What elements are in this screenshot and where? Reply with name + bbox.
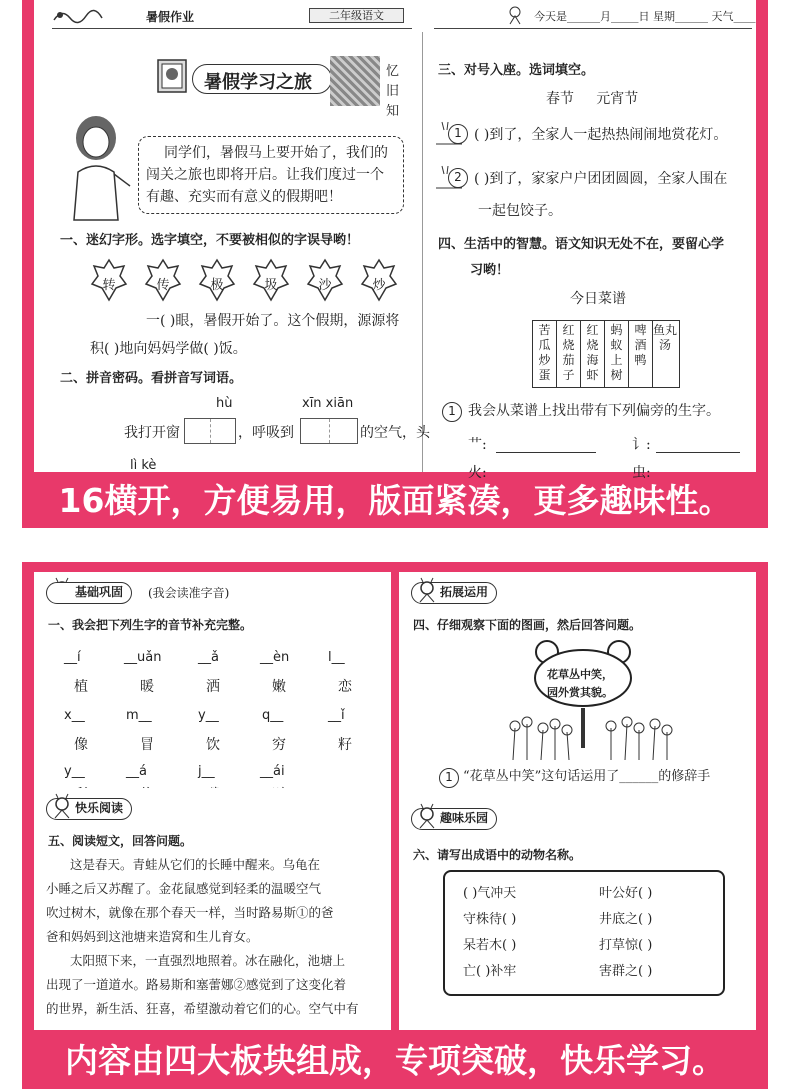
flowers-illustration <box>507 716 677 760</box>
menu-table <box>532 320 680 388</box>
badge-note: (我会读准字音) <box>148 586 230 600</box>
radical-2: 讠: <box>632 437 651 453</box>
side-char-1: 忆 <box>386 64 400 79</box>
reading-line-6: 出现了一道道水。路易斯和塞蕾娜②感觉到了这变化着 <box>46 977 347 992</box>
q-num-extension: 1 <box>439 768 459 788</box>
reading-line-4: 爸和妈妈到这池塘来造窝和生儿育女。 <box>46 929 259 944</box>
leaf-char-3: 极 <box>210 278 224 293</box>
leaf-3 <box>198 258 236 302</box>
q4-title-b: 习哟！ <box>470 263 510 278</box>
q2-text-b: ，呼吸到 <box>238 425 294 441</box>
header-rule-right <box>434 28 752 29</box>
intro-line-1: 同学们，暑假马上要开始了，我们的 <box>164 145 388 161</box>
q-title-fun: 六、请写出成语中的动物名称。 <box>413 848 582 862</box>
py-3-4: __ái <box>260 764 285 779</box>
reading-line-7: 的世界，新生活、狂喜，希望激动着它们的心。空气中有 <box>46 1001 359 1016</box>
qr-code <box>330 56 380 106</box>
ch-1-4: 嫩 <box>272 679 286 695</box>
q2-pinyin-2: xīn xiān <box>302 396 354 411</box>
section-badge-basics: 基础巩固 <box>46 582 132 604</box>
q2-text-c: 的空气，头 <box>360 425 430 441</box>
q4-title-a: 四、生活中的智慧。语文知识无处不在，要留心学 <box>438 237 725 252</box>
mascot-icon <box>50 794 74 820</box>
page-divider <box>422 32 423 472</box>
py-2-4: q__ <box>262 708 284 723</box>
ch-2-3: 饮 <box>206 737 220 753</box>
py-2-2: m__ <box>126 708 152 723</box>
q2-answer-grid-2[interactable] <box>300 418 358 444</box>
q1-line-2: 积( )地向妈妈学做( )饭。 <box>90 341 247 357</box>
py-1-5: l__ <box>328 650 345 665</box>
idiom-right-2[interactable]: 井底之( ) <box>599 912 653 927</box>
menu-item-5: 啤酒鸭 <box>629 321 653 387</box>
q1-title: 一、迷幻字形。选字填空，不要被相似的字误导哟！ <box>60 233 360 248</box>
menu-item-2: 红烧茄子 <box>557 321 581 387</box>
header-date: 今天是______月_____日 星期______ 天气____ <box>534 10 756 23</box>
sign-line-1: 花草丛中笑， <box>547 668 613 681</box>
sign-line-2: 园外赏其貌。 <box>547 686 613 699</box>
py-1-3: __ǎ <box>198 650 219 665</box>
intro-line-2: 闯关之旅也即将开启。让我们度过一个 <box>146 167 384 183</box>
leaf-char-2: 传 <box>156 278 170 293</box>
py-3-2: __á <box>126 764 147 779</box>
mascot-icon <box>415 804 439 830</box>
py-3-1: y__ <box>64 764 85 779</box>
workbook-spread <box>34 0 756 481</box>
q3-num-2: 2 <box>448 168 468 188</box>
q3-title: 三、对号入座。选词填空。 <box>438 63 595 78</box>
reading-line-5: 太阳照下来，一直强烈地照着。冰在融化，池塘上 <box>70 953 346 968</box>
q2-pinyin-3: lì kè <box>130 458 157 473</box>
q3-item-2a: ( )到了，家家户户团团圆圆，全家人围在 <box>474 171 728 187</box>
leaf-char-1: 转 <box>102 278 116 293</box>
q2-pinyin-1: hù <box>216 396 233 411</box>
sheet-extension <box>399 572 756 792</box>
py-2-3: y__ <box>198 708 219 723</box>
q3-item-2b: 一起包饺子。 <box>478 203 562 219</box>
sheet-basics <box>34 572 391 792</box>
reading-line-1: 这是春天。青蛙从它们的长睡中醒来。乌龟在 <box>70 857 321 872</box>
q2-text-a: 我打开窗 <box>124 425 180 441</box>
py-3-3: j__ <box>198 764 215 779</box>
menu-title: 今日菜谱 <box>570 291 626 307</box>
leaf-1 <box>90 258 128 302</box>
radical-2-blank[interactable] <box>656 452 740 453</box>
idiom-right-3[interactable]: 打草惊( ) <box>599 938 653 953</box>
ch-2-1: 像 <box>74 737 88 753</box>
bottom-banner: 内容由四大板块组成，专项突破，快乐学习。 <box>65 1041 725 1080</box>
header-brand: 暑假作业 <box>146 10 195 24</box>
leaf-5 <box>306 258 344 302</box>
brand-logo <box>52 6 152 26</box>
py-2-1: x__ <box>64 708 85 723</box>
ch-1-2: 暖 <box>140 679 154 695</box>
side-char-2: 旧 <box>386 84 400 99</box>
ch-1-5: 恋 <box>338 679 352 695</box>
menu-item-6: 鱼丸汤 <box>653 323 678 352</box>
radical-1-blank[interactable] <box>496 452 596 453</box>
leaf-6 <box>360 258 398 302</box>
q3-words: 春节 元宵节 <box>546 91 639 107</box>
py-2-5: __ǐ <box>328 708 345 723</box>
leaf-char-6: 炒 <box>372 278 386 293</box>
q4-sub-1: 我会从菜谱上找出带有下列偏旁的生字。 <box>468 403 720 419</box>
header-grade: 二年级语文 <box>309 8 404 23</box>
q2-title: 二、拼音密码。看拼音写词语。 <box>60 371 243 386</box>
menu-item-3: 红烧海虾 <box>581 321 605 387</box>
menu-item-4: 蚂蚁上树 <box>605 321 629 387</box>
intro-line-3: 有趣、充实而有意义的假期吧！ <box>146 189 342 205</box>
q2-answer-grid-1[interactable] <box>184 418 236 444</box>
top-banner: 16横开，方便易用，版面紧凑，更多趣味性。 <box>58 481 732 520</box>
ch-1-1: 植 <box>74 679 88 695</box>
q1-line-1: 一( )眼，暑假开始了。这个假期，源源将 <box>146 313 400 329</box>
idiom-left-3[interactable]: 呆若木( ) <box>463 938 517 953</box>
q-title-basics: 一、我会把下列生字的音节补充完整。 <box>48 618 253 632</box>
idiom-left-1[interactable]: ( )气冲天 <box>463 886 517 901</box>
radical-1: 艹: <box>468 437 487 453</box>
q-title-reading: 五、阅读短文，回答问题。 <box>48 834 193 848</box>
book-icon <box>154 56 192 96</box>
mascot-icon <box>415 578 439 604</box>
ch-2-4: 穷 <box>272 737 286 753</box>
q3-num-1: 1 <box>448 124 468 144</box>
idiom-right-4[interactable]: 害群之( ) <box>599 964 653 979</box>
page-title: 暑假学习之旅 <box>204 72 312 93</box>
radical-4: 虫: <box>632 465 651 481</box>
menu-item-1: 苦瓜炒蛋 <box>533 321 557 387</box>
ch-2-2: 冒 <box>140 737 154 753</box>
sheet-reading <box>34 788 391 1030</box>
girl-illustration <box>56 112 136 222</box>
sheet-fun <box>399 788 756 1030</box>
py-1-4: __èn <box>260 650 290 665</box>
leaf-char-5: 沙 <box>318 278 332 293</box>
section-badge-reading: 快乐阅读 <box>46 798 132 820</box>
section-badge-extension: 拓展运用 <box>411 582 497 604</box>
top-panel <box>22 0 768 528</box>
bottom-panel <box>22 562 768 1089</box>
mascot-icon <box>504 4 526 26</box>
side-char-3: 知 <box>386 104 400 119</box>
q-title-extension: 四、仔细观察下面的图画，然后回答问题。 <box>413 618 642 632</box>
py-1-1: __í <box>64 650 81 665</box>
q4-num-1: 1 <box>442 402 462 422</box>
ch-2-5: 籽 <box>338 737 352 753</box>
q3-item-1: ( )到了，全家人一起热热闹闹地赏花灯。 <box>474 127 728 143</box>
reading-line-2: 小睡之后又苏醒了。金花鼠感觉到轻柔的温暖空气 <box>46 881 322 896</box>
section-badge-fun: 趣味乐园 <box>411 808 497 830</box>
leaf-2 <box>144 258 182 302</box>
idiom-left-4[interactable]: 亡( )补牢 <box>463 964 517 979</box>
idiom-right-1[interactable]: 叶公好( ) <box>599 886 653 901</box>
py-1-2: __uǎn <box>124 650 162 665</box>
q-extension-1: “花草丛中笑”这句话运用了______的修辞手 <box>463 769 711 784</box>
header-rule <box>52 28 412 29</box>
radical-3: 火: <box>468 465 487 481</box>
idiom-left-2[interactable]: 守株待( ) <box>463 912 517 927</box>
leaf-4 <box>252 258 290 302</box>
ch-1-3: 洒 <box>206 679 220 695</box>
reading-line-3: 吹过树木，就像在那个春天一样，当时路易斯①的爸 <box>46 905 334 920</box>
leaf-char-4: 圾 <box>264 278 278 293</box>
